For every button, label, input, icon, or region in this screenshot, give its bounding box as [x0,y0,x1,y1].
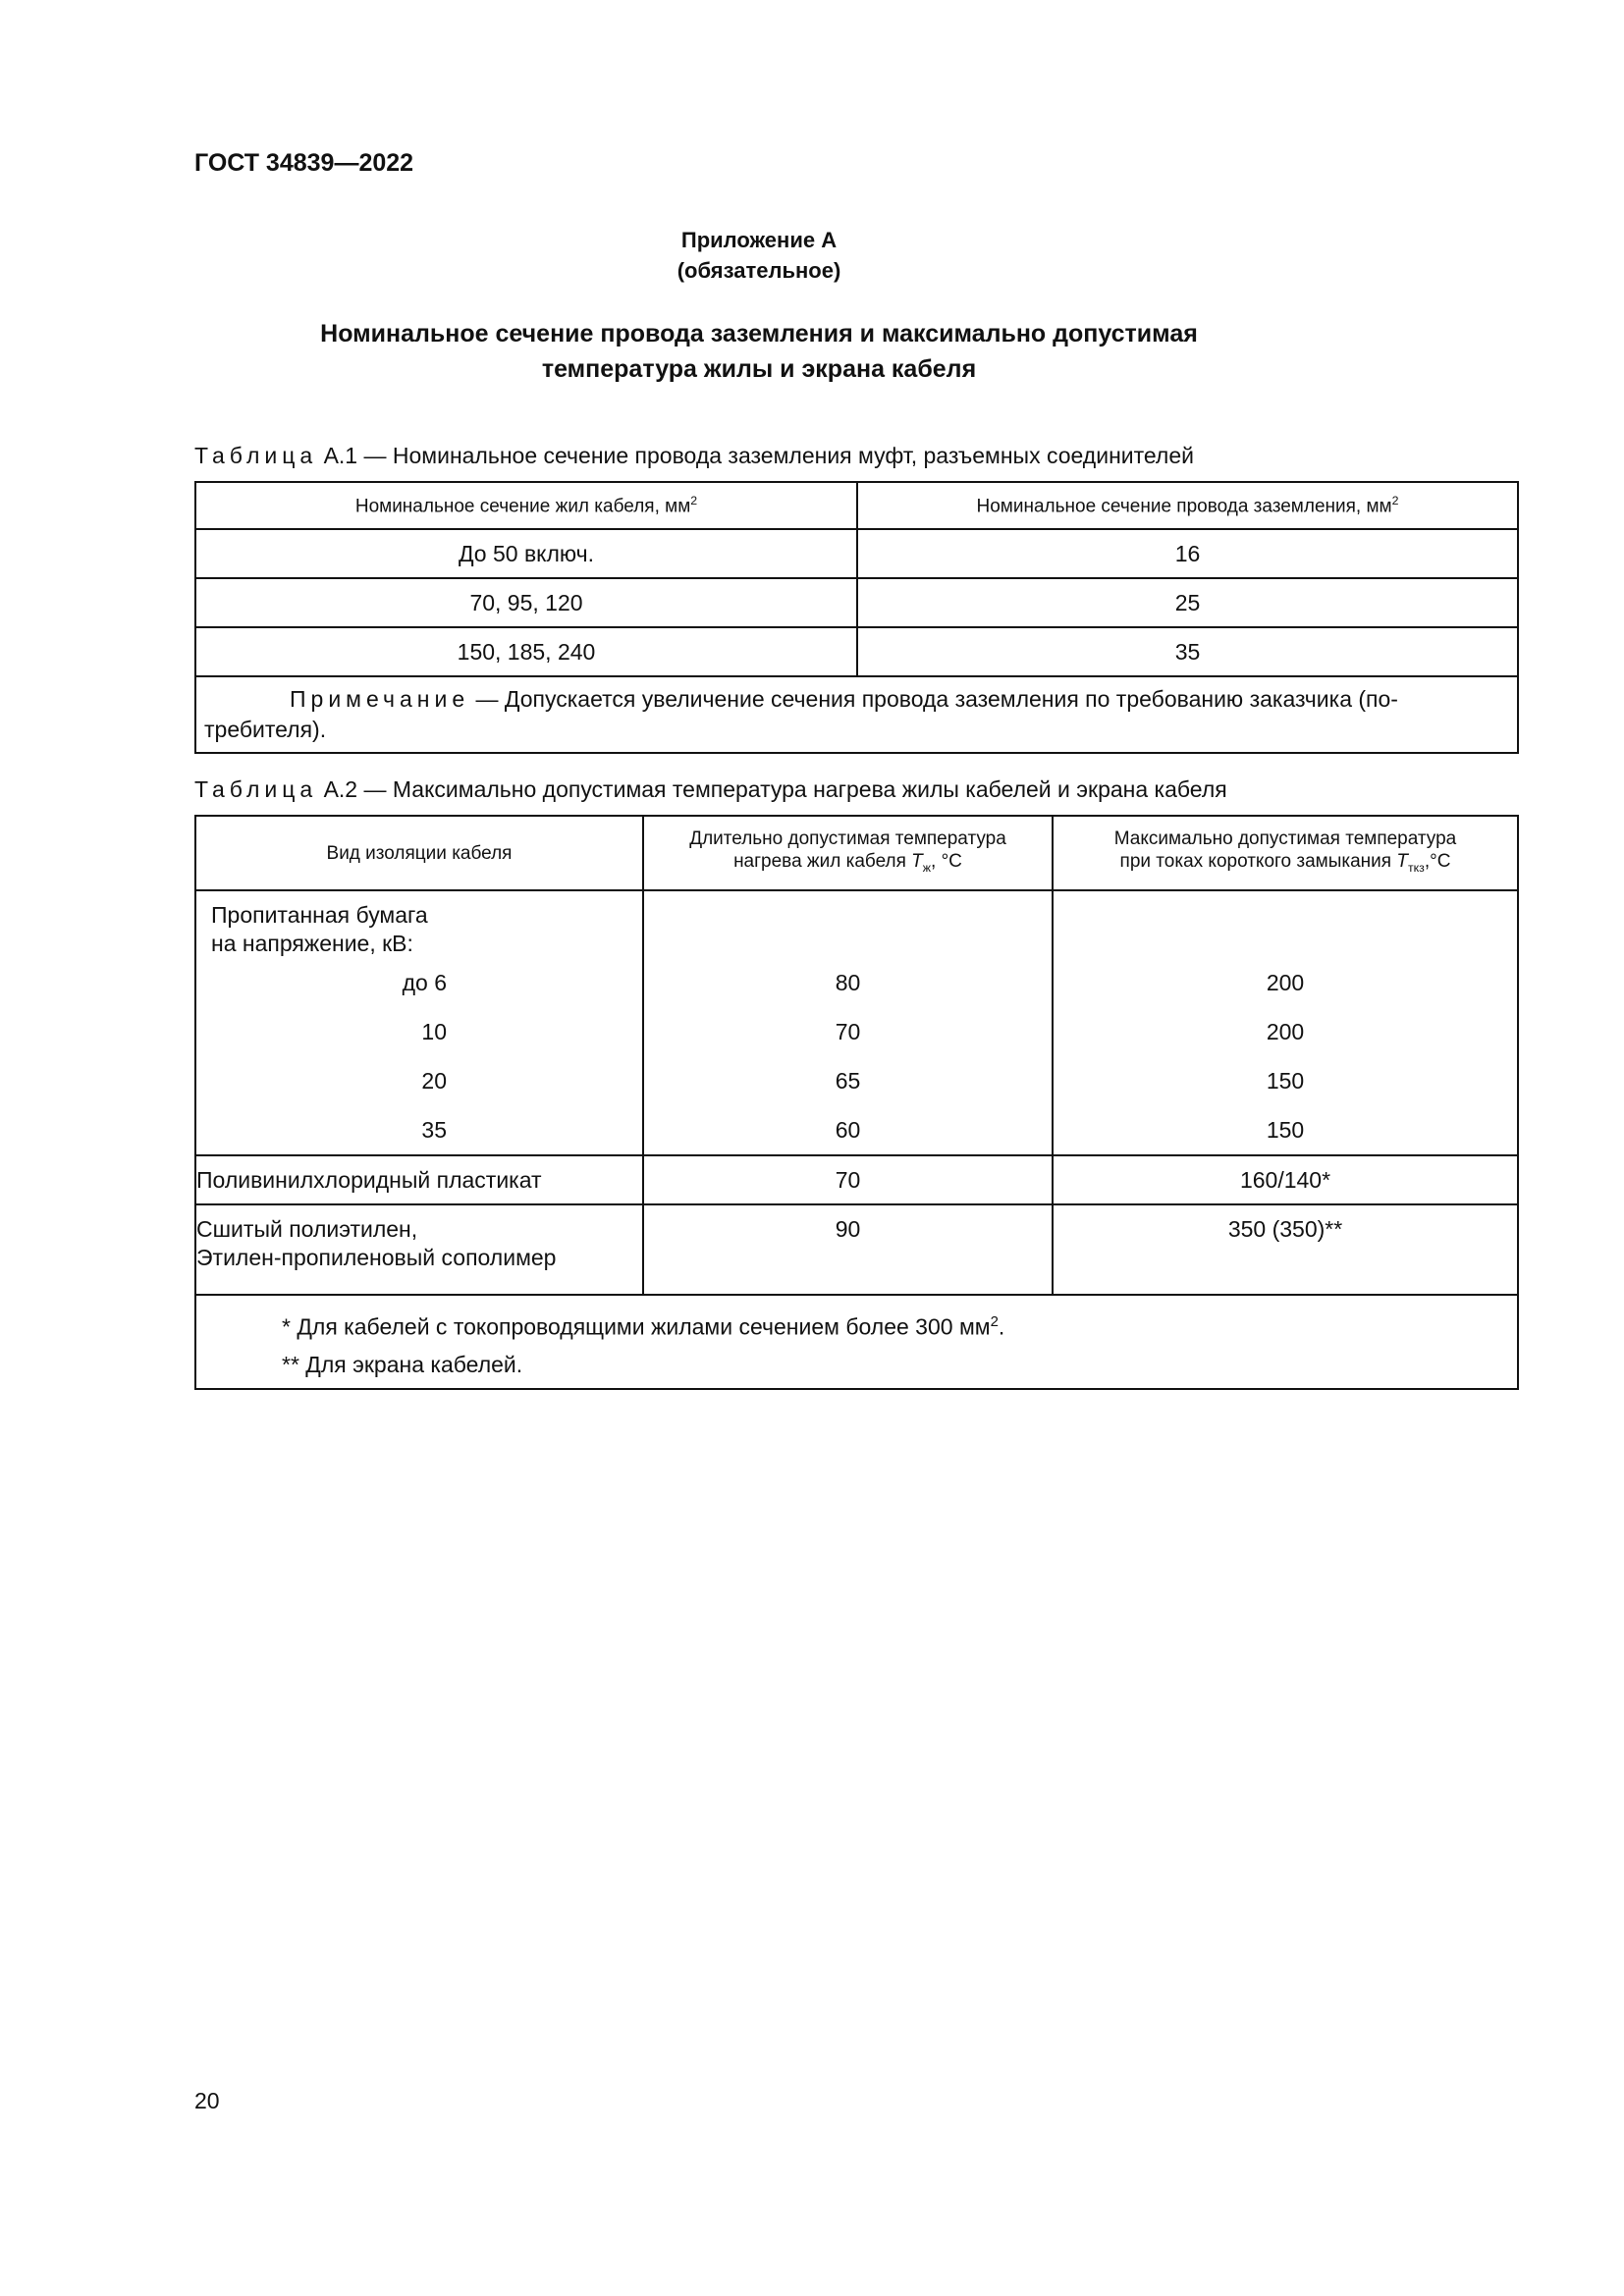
table1-note-continuation: требителя). [204,717,327,742]
table2-paper-row [195,890,1518,1155]
table2-footnotes [195,1295,1518,1389]
appendix-heading-line1: Номинальное сечение провода заземления и максимально допустимая [320,320,1198,347]
table2-xlpe-row [195,1204,1518,1295]
appendix-title: Приложение А [680,228,838,252]
short-temp-value: 150 [1266,1117,1305,1143]
table2-col3-header: Максимально допустимая температура при токах короткого замыкания $T_{ткз},^\circ С$ [1053,816,1518,890]
xlpe-label-cell [195,1204,643,1295]
voltage-value: 20 [421,1068,447,1094]
table1-ground-cell: 25 [857,578,1518,627]
table1-section-cell: До 50 включ. [195,529,857,578]
short-temp-value: 200 [1266,970,1305,995]
table1-caption [194,443,1194,469]
xlpe-label-line1: Сшитый полиэтилен, [196,1216,418,1242]
long-temp-value: 70 [835,1019,861,1044]
paper-label-line1: Пропитанная бумага [211,902,428,928]
page-number: 20 [194,2088,220,2113]
short-temp-value: 150 [1266,1068,1305,1094]
table1-header-row [195,482,1518,529]
table2 [194,815,1519,1390]
table2-caption-text: А.2 — Максимально допустимая температура нагрева жилы кабелей и экрана кабеля [317,776,1227,802]
table2-paper-short-temp-cell [1053,890,1518,1155]
table1-section-cell: 150, 185, 240 [195,627,857,676]
document-code: ГОСТ 34839—2022 [194,149,414,177]
footnote-2: ** Для экрана кабелей. [282,1351,523,1377]
table1-col1-header: Номинальное сечение жил кабеля, $мм^2$ [195,482,857,529]
pvc-label: Поливинилхлоридный пластикат [195,1155,643,1204]
table1-col2-header: Номинальное сечение провода заземления, $мм^2$ [857,482,1518,529]
short-temp-value: 200 [1266,1019,1305,1044]
table-row [195,578,1518,627]
pvc-short-temp: 160/140* [1053,1155,1518,1204]
table2-caption-prefix: Таблица [194,776,318,802]
long-temp-value: 60 [835,1117,861,1143]
table2-pvc-row [195,1155,1518,1204]
long-temp-value: 65 [835,1068,861,1094]
footnote-1: * Для кабелей с токопроводящими жилами сечением более 300 $мм^2$. [282,1313,1005,1340]
table2-paper-long-temp-cell [643,890,1053,1155]
appendix-heading-line2: температура жилы и экрана кабеля [541,355,977,383]
table1-ground-cell: 16 [857,529,1518,578]
table1-caption-text: А.1 — Номинальное сечение провода заземления муфт, разъемных соединителей [317,443,1194,468]
table1-caption-prefix: Таблица [194,443,318,468]
xlpe-label-line2: Этилен-пропиленовый сополимер [196,1245,557,1270]
xlpe-long-temp: 90 [643,1204,1053,1295]
table2-col1-header: Вид изоляции кабеля [195,816,643,890]
table1-note-row [195,676,1518,753]
table1-section-cell: 70, 95, 120 [195,578,857,627]
table2-footnotes-row [195,1295,1518,1389]
appendix-kind: (обязательное) [677,258,841,283]
table2-caption [194,776,1227,803]
voltage-value: 10 [421,1019,447,1044]
table1 [194,481,1519,754]
xlpe-short-temp: 350 (350)** [1053,1204,1518,1295]
table1-ground-cell: 35 [857,627,1518,676]
table-row [195,627,1518,676]
table2-col2-header: Длительно допустимая температура нагрева жил кабеля $T_ж$, °С [643,816,1053,890]
voltage-value: 35 [421,1117,447,1143]
pvc-long-temp: 70 [643,1155,1053,1204]
table-row [195,529,1518,578]
table1-note-text: — Допускается увеличение сечения провода заземления по требованию заказчика (по- [469,686,1398,712]
table2-header-row [195,816,1518,890]
voltage-value: до 6 [402,970,447,995]
table1-note-label: Примечание [290,686,470,712]
paper-label-line2: на напряжение, кВ: [211,931,413,956]
table1-note [195,676,1518,753]
long-temp-value: 80 [835,970,861,995]
table2-paper-insulation-cell [195,890,643,1155]
